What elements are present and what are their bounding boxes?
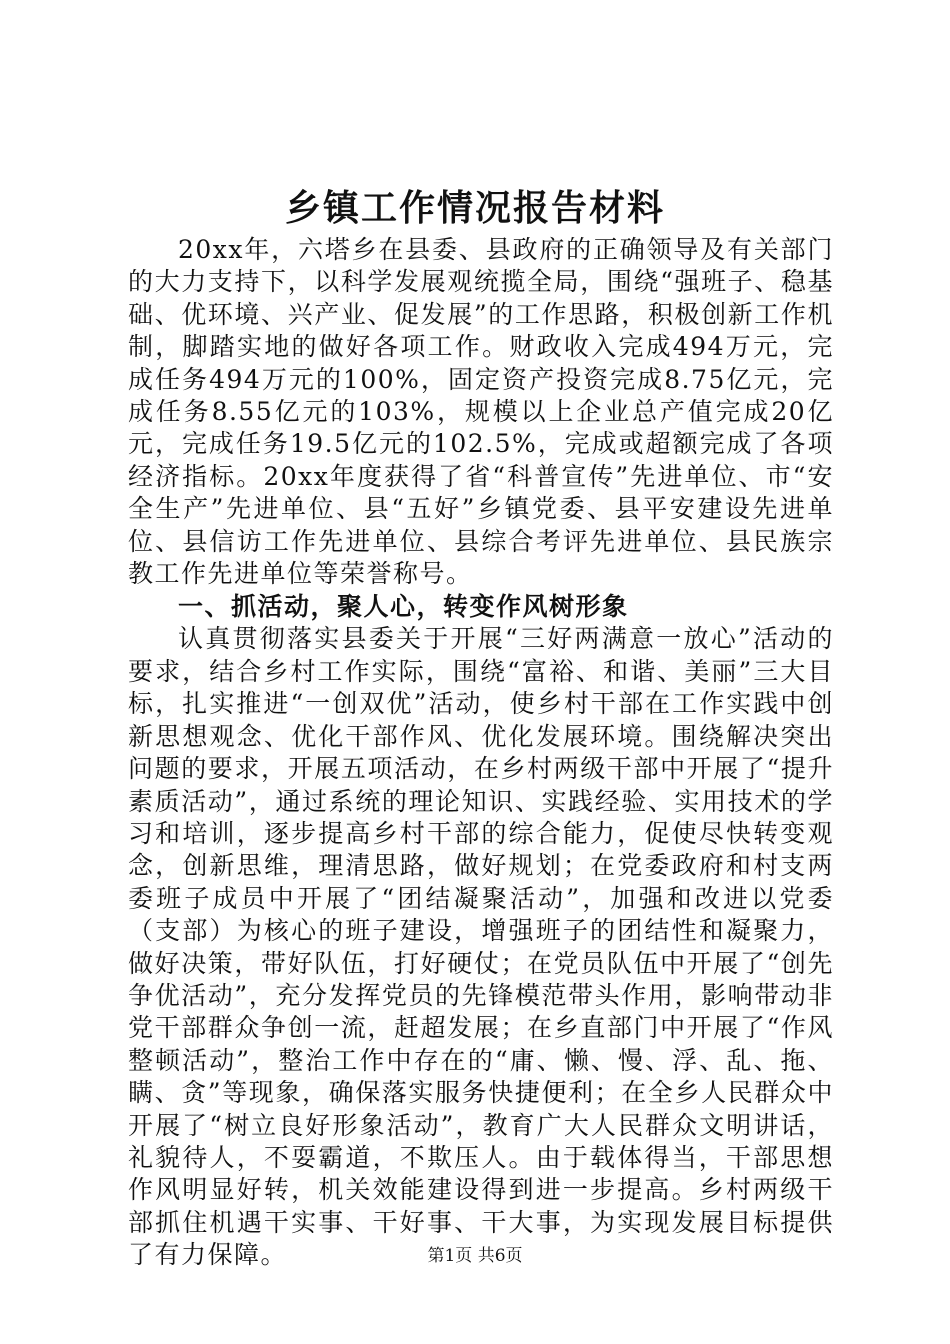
section-heading: 一、抓活动，聚人心，转变作风树形象 <box>178 592 629 622</box>
intro-paragraph: 20xx年，六塔乡在县委、县政府的正确领导及有关部门的大力支持下，以科学发展观统揽全局，围绕“强班子、稳基础、优环境、兴产业、促发展”的工作思路，积极创新工作机制，脚踏实地的做好各项工作。财政收入完成494万元，完成任务494万元的100%，固定资产投资完成8.75亿元，完成任务8.55亿元的103%，规模以上企业总产值完成20亿元，完成任务19.5亿元的102.5%，完成或超额完成了各项经济指标。20xx年度获得了省“科普宣传”先进单位、市“安全生产”先进单位、县“五好”乡镇党委、县平安建设先进单位、县信访工作先进单位、县综合考评先进单位、县民族宗教工作先进单位等荣誉称号。 <box>128 235 834 589</box>
section-paragraph: 认真贯彻落实县委关于开展“三好两满意一放心”活动的要求，结合乡村工作实际，围绕“富裕、和谐、美丽”三大目标，扎实推进“一创双优”活动，使乡村干部在工作实践中创新思想观念、优化干部作风、优化发展环境。围绕解决突出问题的要求，开展五项活动，在乡村两级干部中开展了“提升素质活动”，通过系统的理论知识、实践经验、实用技术的学习和培训，逐步提高乡村干部的综合能力，促使尽快转变观念，创新思维，理清思路，做好规划；在党委政府和村支两委班子成员中开展了“团结凝聚活动”，加强和改进以党委（支部）为核心的班子建设，增强班子的团结性和凝聚力，做好决策，带好队伍，打好硬仗；在党员队伍中开展了“创先争优活动”，充分发挥党员的先锋模范带头作用，影响带动非党干部群众争创一流，赶超发展；在乡直部门中开展了“作风整顿活动”，整治工作中存在的“庸、懒、慢、浮、乱、拖、瞒、贪”等现象，确保落实服务快捷便利；在全乡人民群众中开展了“树立良好形象活动”，教育广大人民群众文明讲话，礼貌待人，不耍霸道，不欺压人。由于载体得当，干部思想作风明显好转，机关效能建设得到进一步提高。乡村两级干部抓住机遇干实事、干好事、干大事，为实现发展目标提供了有力保障。 <box>128 624 834 1270</box>
page-indicator: 第1页 共6页 <box>427 1246 523 1266</box>
document-title: 乡镇工作情况报告材料 <box>284 187 665 229</box>
page-footer <box>0 1245 950 1267</box>
document-body <box>128 234 834 1272</box>
